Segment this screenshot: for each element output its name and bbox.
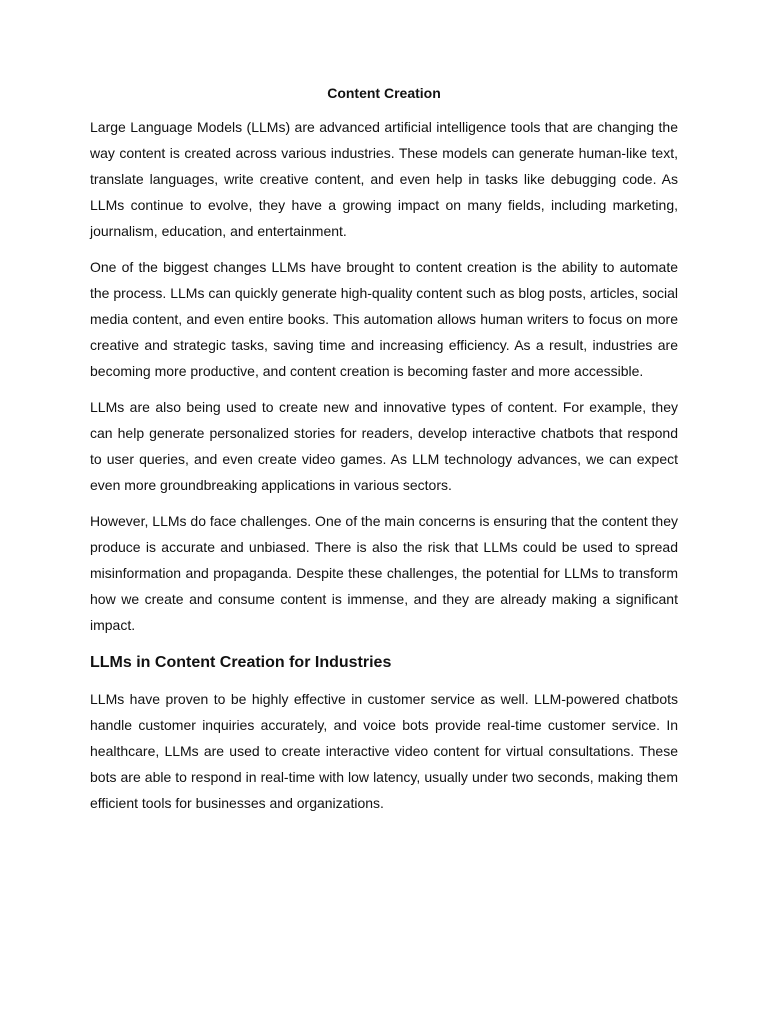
body-paragraph: One of the biggest changes LLMs have brought to content creation is the ability to automate the process. LLMs can quickly generate high-quality content such as blog posts, articles, social media content, and even entire books. This automation allows human writers to focus on more creative and strategic tasks, saving time and increasing efficiency. As a result, industries are becoming more productive, and content creation is becoming faster and more accessible. (90, 259, 678, 379)
document-page (90, 80, 678, 826)
section-paragraph: LLMs have proven to be highly effective in customer service as well. LLM-powered chatbots handle customer inquiries accurately, and voice bots provide real-time customer service. In healthcare, LLMs are used to create interactive video content for virtual consultations. These bots are able to respond in real-time with low latency, usually under two seconds, making them efficient tools for businesses and organizations. (90, 691, 678, 811)
section-heading: LLMs in Content Creation for Industries (90, 654, 392, 671)
body-paragraph: However, LLMs do face challenges. One of the main concerns is ensuring that the content they produce is accurate and unbiased. There is also the risk that LLMs could be used to spread misinformation and propaganda. Despite these challenges, the potential for LLMs to transform how we create and consume content is immense, and they are already making a significant impact. (90, 513, 678, 633)
body-paragraph: Large Language Models (LLMs) are advanced artificial intelligence tools that are changing the way content is created across various industries. These models can generate human-like text, translate languages, write creative content, and even help in tasks like debugging code. As LLMs continue to evolve, they have a growing impact on many fields, including marketing, journalism, education, and entertainment. (90, 119, 678, 239)
document-title: Content Creation (327, 85, 441, 101)
body-paragraph: LLMs are also being used to create new and innovative types of content. For example, they can help generate personalized stories for readers, develop interactive chatbots that respond to user queries, and even create video games. As LLM technology advances, we can expect even more groundbreaking applications in various sectors. (90, 399, 678, 493)
